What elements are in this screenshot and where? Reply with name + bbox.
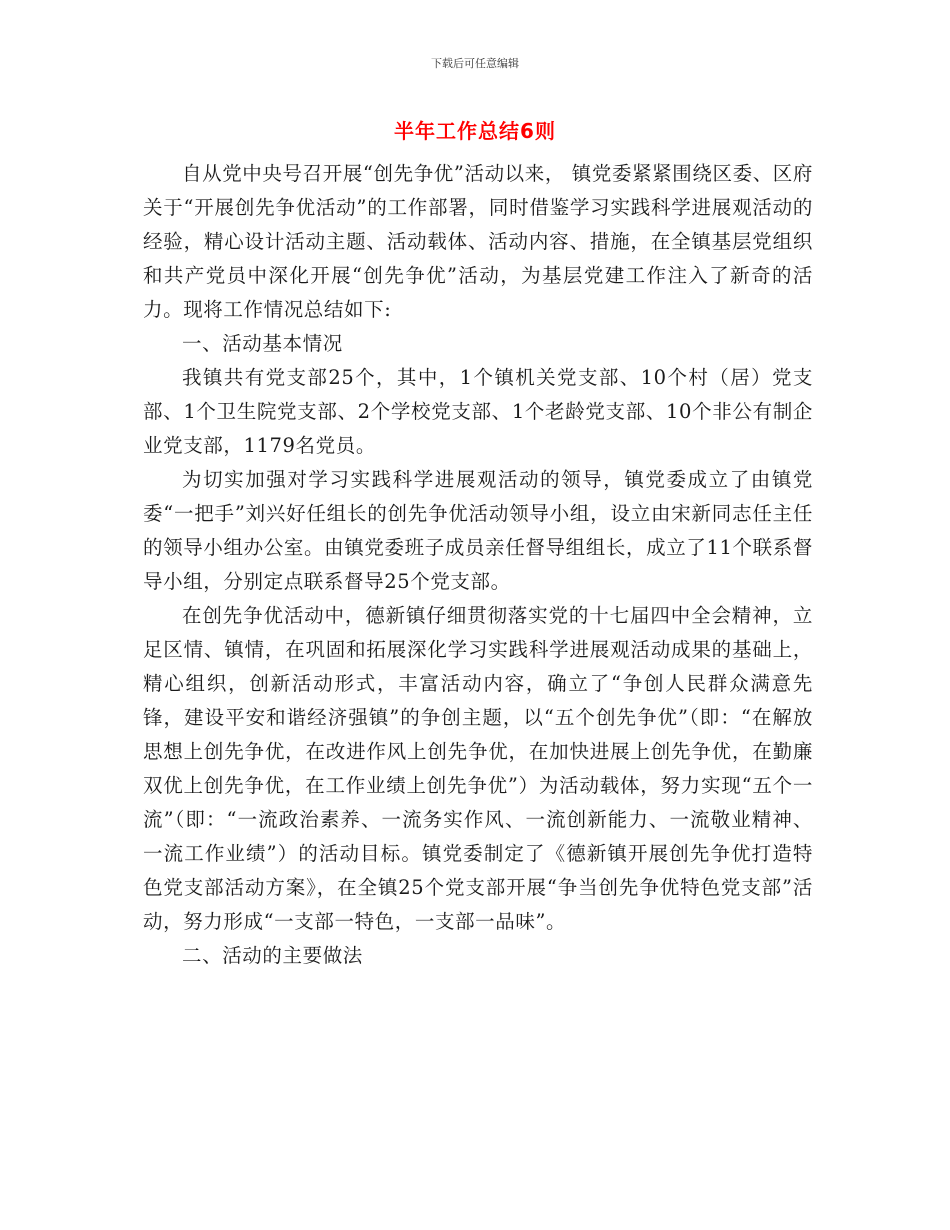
body-paragraph: 在创先争优活动中，德新镇仔细贯彻落实党的十七届四中全会精神，立足区情、镇情，在巩固和拓展深化学习实践科学进展观活动成果的基础上，精心组织，创新活动形式，丰富活动内容，确立了“争创人民群众满意先锋，建设平安和谐经济强镇”的争创主题，以“五个创先争优”（即：“在解放思想上创先争优，在改进作风上创先争优，在加快进展上创先争优，在勤廉双优上创先争优，在工作业绩上创先争优”）为活动载体，努力实现“五个一流”（即：“一流政治素养、一流务实作风、一流创新能力、一流敬业精神、一流工作业绩”）的活动目标。镇党委制定了《德新镇开展创先争优打造特色党支部活动方案》，在全镇25个党支部开展“争当创先争优特色党支部”活动，努力形成“一支部一特色，一支部一品味”。	[143, 604, 813, 933]
section-heading-1: 一、活动基本情况	[182, 332, 343, 355]
section-heading-2: 二、活动的主要做法	[182, 944, 363, 967]
intro-paragraph: 自从党中央号召开展“创先争优”活动以来， 镇党委紧紧围绕区委、区府关于“开展创先争优活动”的工作部署，同时借鉴学习实践科学进展观活动的经验，精心设计活动主题、活动载体、活动内容、措施，在全镇基层党组织和共产党员中深化开展“创先争优”活动，为基层党建工作注入了新奇的活力。现将工作情况总结如下:	[143, 162, 813, 321]
header-note: 下载后可任意编辑	[431, 57, 519, 70]
document-title: 半年工作总结6则	[394, 119, 556, 143]
body-paragraph: 为切实加强对学习实践科学进展观活动的领导，镇党委成立了由镇党委“一把手”刘兴好任组长的创先争优活动领导小组，设立由宋新同志任主任的领导小组办公室。由镇党委班子成员亲任督导组组长，成立了11个联系督导小组，分别定点联系督导25个党支部。	[143, 468, 813, 593]
document-body	[143, 157, 813, 973]
body-paragraph: 我镇共有党支部25个，其中，1个镇机关党支部、10个村（居）党支部、1个卫生院党支部、2个学校党支部、1个老龄党支部、10个非公有制企业党支部，1179名党员。	[143, 366, 813, 457]
